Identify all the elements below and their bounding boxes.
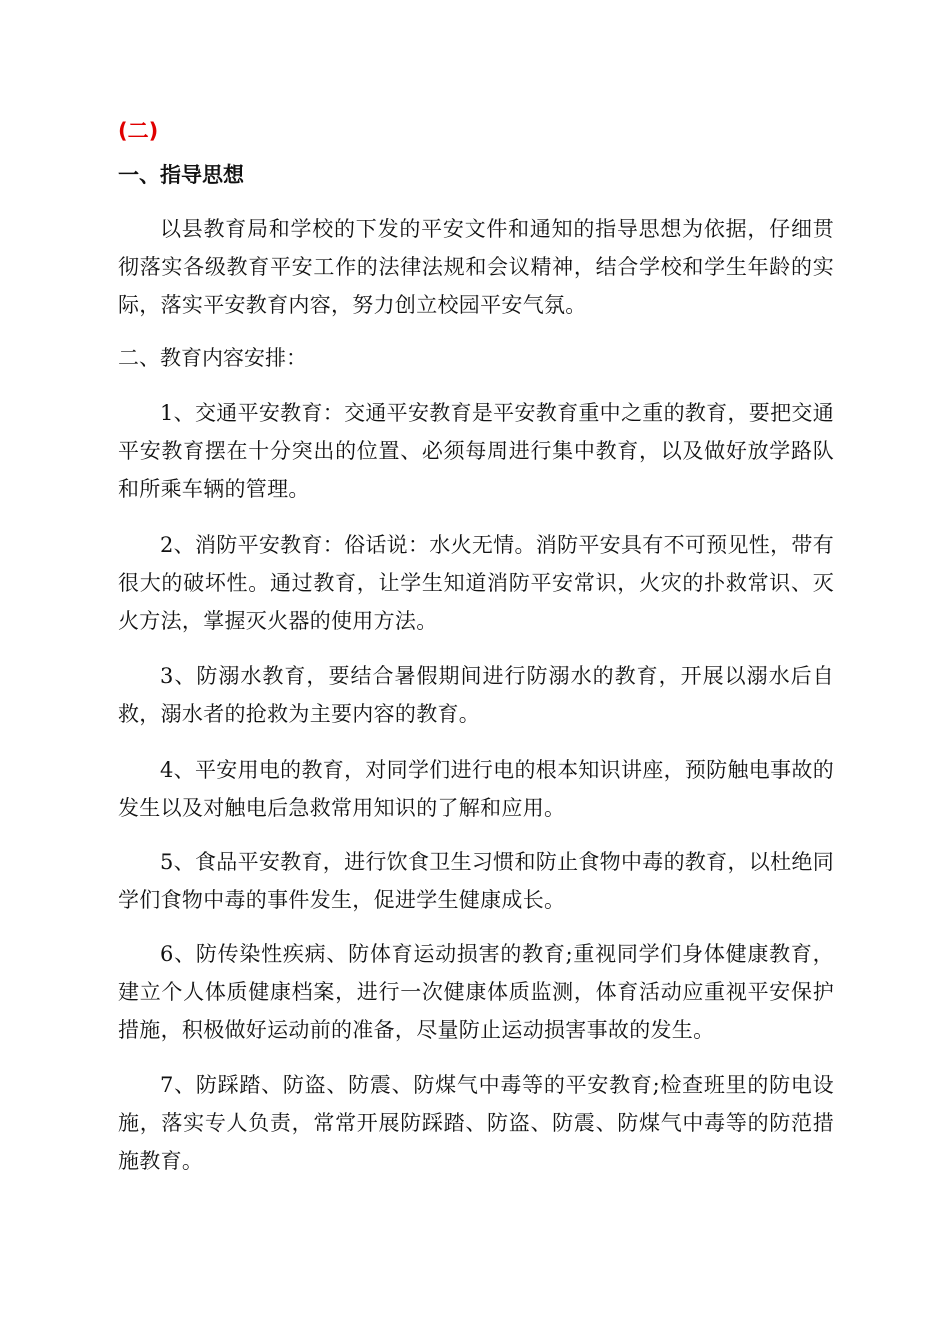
item-traffic-safety: 1、交通平安教育：交通平安教育是平安教育重中之重的教育，要把交通平安教育摆在十分突出的位置、必须每周进行集中教育，以及做好放学路队和所乘车辆的管理。 <box>118 401 834 501</box>
item-stampede-theft-quake-gas: 7、防踩踏、防盗、防震、防煤气中毒等的平安教育;检查班里的防电设施，落实专人负责，常常开展防踩踏、防盗、防震、防煤气中毒等的防范措施教育。 <box>118 1073 834 1173</box>
item-food-safety: 5、食品平安教育，进行饮食卫生习惯和防止食物中毒的教育，以杜绝同学们食物中毒的事件发生，促进学生健康成长。 <box>118 850 834 912</box>
item-electrical-safety: 4、平安用电的教育，对同学们进行电的根本知识讲座，预防触电事故的发生以及对触电后急救常用知识的了解和应用。 <box>118 758 834 820</box>
item-drowning-prevention: 3、防溺水教育，要结合暑假期间进行防溺水的教育，开展以溺水后自救，溺水者的抢救为主要内容的教育。 <box>118 664 834 726</box>
item-fire-safety: 2、消防平安教育：俗话说：水火无情。消防平安具有不可预见性，带有很大的破坏性。通过教育，让学生知道消防平安常识，火灾的扑救常识、灭火方法，掌握灭火器的使用方法。 <box>118 533 834 633</box>
intro-paragraph: 以县教育局和学校的下发的平安文件和通知的指导思想为依据，仔细贯彻落实各级教育平安工作的法律法规和会议精神，结合学校和学生年龄的实际，落实平安教育内容，努力创立校园平安气氛。 <box>118 217 834 317</box>
heading-guiding-thought: 一、指导思想 <box>118 163 244 187</box>
section-number: (二) <box>118 119 159 143</box>
item-disease-sports-injury: 6、防传染性疾病、防体育运动损害的教育;重视同学们身体健康教育，建立个人体质健康档案，进行一次健康体质监测，体育活动应重视平安保护措施，积极做好运动前的准备，尽量防止运动损害事故的发生。 <box>118 942 834 1042</box>
heading-content-arrangement: 二、教育内容安排： <box>118 346 307 370</box>
